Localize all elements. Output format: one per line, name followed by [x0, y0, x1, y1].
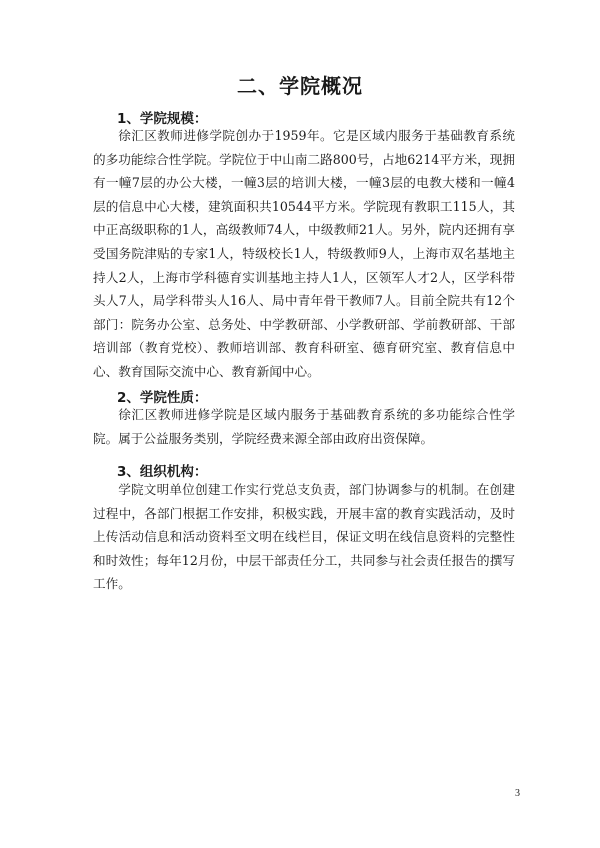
- section-heading-organization: 3、组织机构：: [117, 464, 208, 480]
- section-paragraph-scale: 徐汇区教师进修学院创办于1959年。它是区域内服务于基础教育系统的多功能综合性学院。学院位于中山南二路800号，占地6214平方米，现拥有一幢7层的办公大楼，一幢3层的培训大楼，一幢3层的电教大楼和一幢4层的信息中心大楼，建筑面积共10544平方米。学院现有教职工115人，其中正高级职称的1人，高级教师74人，中级教师21人。另外，院内还拥有享受国务院津贴的专家1人，特级校长1人，特级教师9人，上海市双名基地主持人2人，上海市学科德育实训基地主持人1人，区领军人才2人，区学科带头人7人，局学科带头人16人、局中青年骨干教师7人。目前全院共有12个部门：院务办公室、总务处、中学教研部、小学教研部、学前教研部、干部培训部（教育党校）、教师培训部、教育科研室、德育研究室、教育信息中心、教育国际交流中心、教育新闻中心。: [93, 128, 515, 379]
- section-heading-nature: 2、学院性质：: [117, 390, 208, 406]
- page-number: 3: [515, 788, 520, 799]
- section-heading-scale: 1、学院规模：: [117, 111, 208, 127]
- section-paragraph-organization: 学院文明单位创建工作实行党总支负责，部门协调参与的机制。在创建过程中，各部门根据工作安排，积极实践，开展丰富的教育实践活动，及时上传活动信息和活动资料至文明在线栏目，保证文明在线信息资料的完整性和时效性；每年12月份，中层干部责任分工，共同参与社会责任报告的撰写工作。: [93, 482, 515, 592]
- page-title: 二、学院概况: [237, 74, 363, 98]
- section-paragraph-nature: 徐汇区教师进修学院是区域内服务于基础教育系统的多功能综合性学院。属于公益服务类别，学院经费来源全部由政府出资保障。: [93, 407, 515, 446]
